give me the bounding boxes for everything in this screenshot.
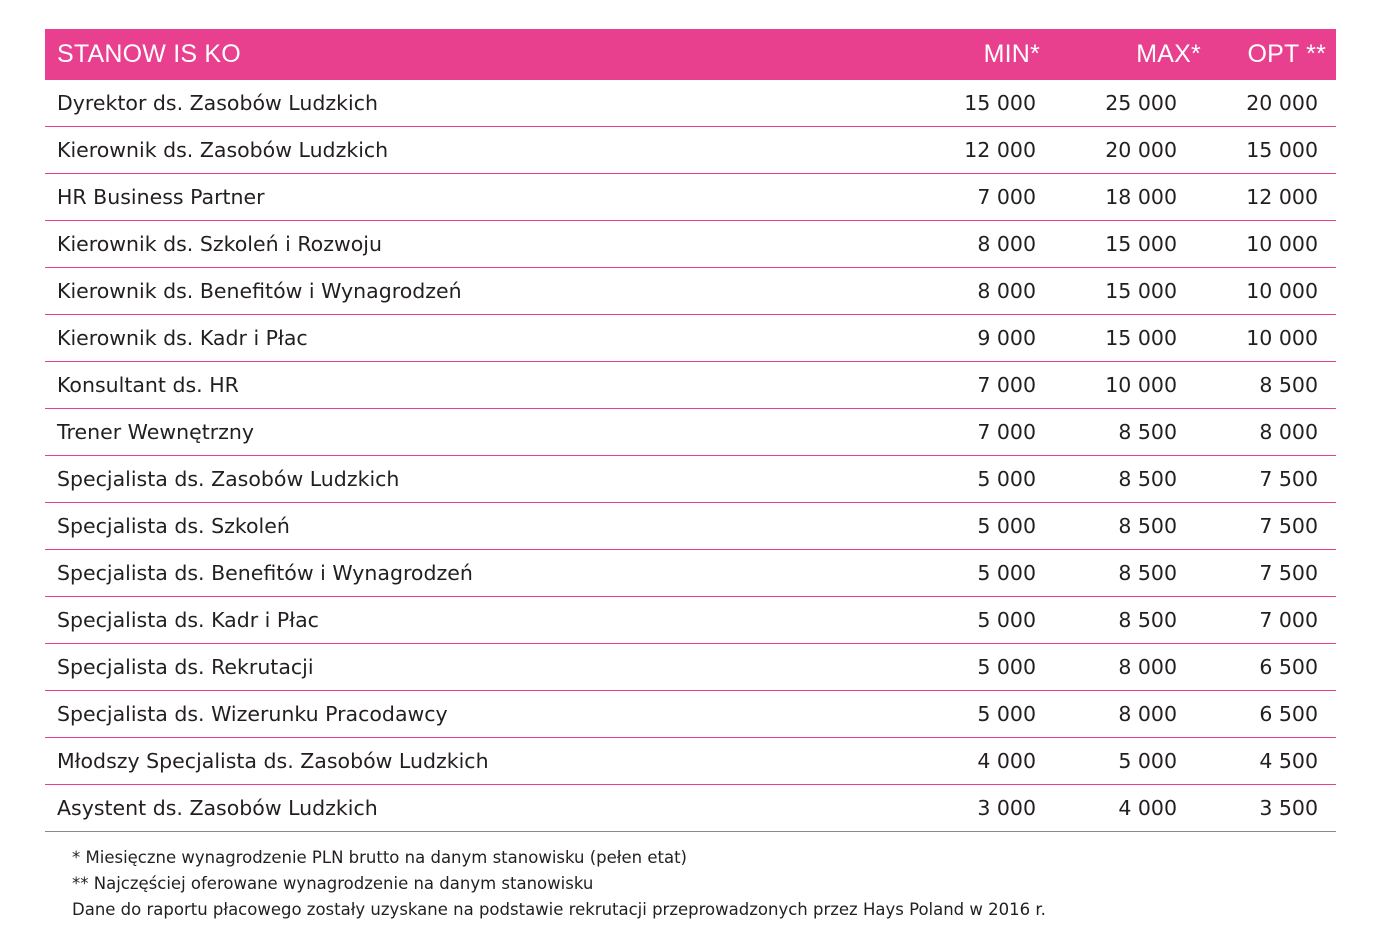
max-cell: 15 000 [1105, 326, 1177, 350]
table-row [45, 80, 1336, 127]
min-cell: 15 000 [964, 91, 1036, 115]
min-cell: 7 000 [977, 373, 1036, 397]
min-cell: 5 000 [977, 655, 1036, 679]
opt-cell: 4 500 [1259, 749, 1318, 773]
position-cell: Specjalista ds. Benefitów i Wynagrodzeń [57, 561, 473, 585]
max-cell: 8 500 [1118, 561, 1177, 585]
position-cell: Specjalista ds. Szkoleń [57, 514, 290, 538]
table-row [45, 738, 1336, 785]
min-cell: 8 000 [977, 232, 1036, 256]
min-cell: 5 000 [977, 702, 1036, 726]
min-cell: 5 000 [977, 514, 1036, 538]
table-row [45, 268, 1336, 315]
table-row [45, 221, 1336, 268]
min-cell: 5 000 [977, 467, 1036, 491]
max-cell: 8 500 [1118, 608, 1177, 632]
min-cell: 7 000 [977, 185, 1036, 209]
position-cell: Młodszy Specjalista ds. Zasobów Ludzkich [57, 749, 489, 773]
opt-cell: 8 000 [1259, 420, 1318, 444]
position-cell: Specjalista ds. Zasobów Ludzkich [57, 467, 400, 491]
position-cell: Konsultant ds. HR [57, 373, 239, 397]
table-row [45, 503, 1336, 550]
opt-cell: 10 000 [1246, 326, 1318, 350]
max-cell: 20 000 [1105, 138, 1177, 162]
max-cell: 15 000 [1105, 279, 1177, 303]
position-cell: Specjalista ds. Rekrutacji [57, 655, 314, 679]
opt-cell: 7 500 [1259, 561, 1318, 585]
table-row [45, 644, 1336, 691]
opt-cell: 7 500 [1259, 514, 1318, 538]
position-cell: Kierownik ds. Zasobów Ludzkich [57, 138, 389, 162]
table-row [45, 409, 1336, 456]
min-cell: 9 000 [977, 326, 1036, 350]
table-row [45, 691, 1336, 738]
opt-cell: 6 500 [1259, 655, 1318, 679]
opt-cell: 7 000 [1259, 608, 1318, 632]
min-cell: 8 000 [977, 279, 1036, 303]
position-cell: Kierownik ds. Szkoleń i Rozwoju [57, 232, 382, 256]
table-body [45, 80, 1336, 832]
max-cell: 8 000 [1118, 655, 1177, 679]
header-position: STANOW IS KO [57, 40, 241, 68]
min-cell: 3 000 [977, 796, 1036, 820]
min-cell: 5 000 [977, 561, 1036, 585]
max-cell: 8 500 [1118, 467, 1177, 491]
table-row [45, 127, 1336, 174]
header-min: MIN* [983, 40, 1040, 68]
max-cell: 8 500 [1118, 420, 1177, 444]
max-cell: 10 000 [1105, 373, 1177, 397]
table-row [45, 785, 1336, 832]
footnote-data-source: Dane do raportu płacowego zostały uzyskane na podstawie rekrutacji przeprowadzonych przez Hays Poland w 2016 r. [72, 900, 1046, 919]
max-cell: 5 000 [1118, 749, 1177, 773]
opt-cell: 10 000 [1246, 232, 1318, 256]
position-cell: Dyrektor ds. Zasobów Ludzkich [57, 91, 378, 115]
max-cell: 8 000 [1118, 702, 1177, 726]
min-cell: 12 000 [964, 138, 1036, 162]
position-cell: HR Business Partner [57, 185, 265, 209]
position-cell: Specjalista ds. Wizerunku Pracodawcy [57, 702, 448, 726]
min-cell: 4 000 [977, 749, 1036, 773]
opt-cell: 7 500 [1259, 467, 1318, 491]
position-cell: Asystent ds. Zasobów Ludzkich [57, 796, 378, 820]
table-row [45, 597, 1336, 644]
position-cell: Specjalista ds. Kadr i Płac [57, 608, 319, 632]
opt-cell: 20 000 [1246, 91, 1318, 115]
footnote-most-offered: ** Najczęściej oferowane wynagrodzenie na danym stanowisku [72, 874, 594, 893]
table-row [45, 456, 1336, 503]
position-cell: Trener Wewnętrzny [57, 420, 255, 444]
max-cell: 15 000 [1105, 232, 1177, 256]
min-cell: 7 000 [977, 420, 1036, 444]
max-cell: 25 000 [1105, 91, 1177, 115]
opt-cell: 10 000 [1246, 279, 1318, 303]
max-cell: 8 500 [1118, 514, 1177, 538]
position-cell: Kierownik ds. Benefitów i Wynagrodzeń [57, 279, 462, 303]
table-row [45, 174, 1336, 221]
position-cell: Kierownik ds. Kadr i Płac [57, 326, 308, 350]
salary-table [45, 29, 1336, 832]
table-row [45, 362, 1336, 409]
max-cell: 4 000 [1118, 796, 1177, 820]
opt-cell: 3 500 [1259, 796, 1318, 820]
table-header [45, 29, 1336, 80]
min-cell: 5 000 [977, 608, 1036, 632]
opt-cell: 6 500 [1259, 702, 1318, 726]
opt-cell: 12 000 [1246, 185, 1318, 209]
table-row [45, 550, 1336, 597]
max-cell: 18 000 [1105, 185, 1177, 209]
footnotes [72, 845, 1046, 923]
footnote-monthly-salary: * Miesięczne wynagrodzenie PLN brutto na danym stanowisku (pełen etat) [72, 848, 687, 867]
table-row [45, 315, 1336, 362]
header-opt: OPT ** [1247, 40, 1326, 68]
header-max: MAX* [1136, 40, 1201, 68]
opt-cell: 15 000 [1246, 138, 1318, 162]
opt-cell: 8 500 [1259, 373, 1318, 397]
